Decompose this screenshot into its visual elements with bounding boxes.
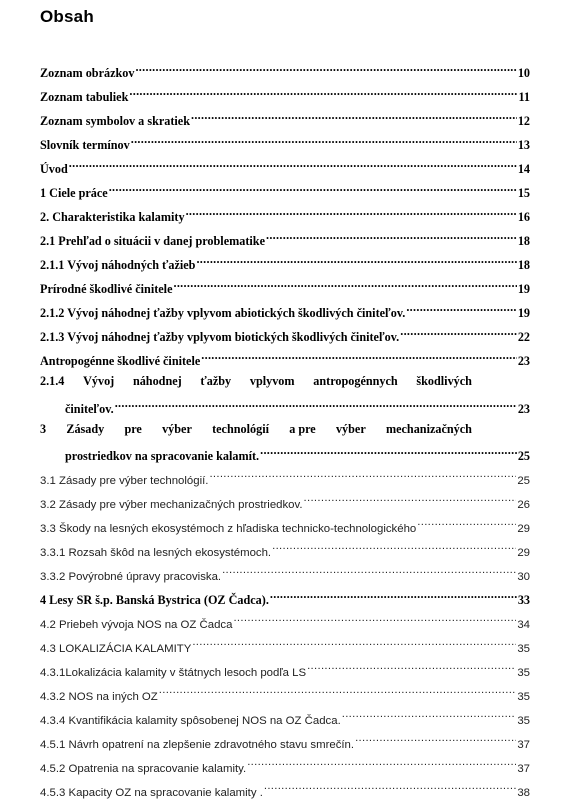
toc-entry-page: 37 xyxy=(517,739,530,751)
toc-entry[interactable] xyxy=(40,756,530,775)
toc-entry-page: 29 xyxy=(517,523,530,535)
toc-entry-title: 3.1 Zásady pre výber technológií. xyxy=(40,475,209,487)
toc-word: vplyvom xyxy=(249,374,295,388)
toc-entry-page: 33 xyxy=(517,593,530,607)
toc-entry-page: 35 xyxy=(517,691,530,703)
toc-entry-title: Prírodné škodlivé činitele xyxy=(40,282,173,296)
dot-leader xyxy=(222,564,516,580)
dot-leader xyxy=(159,684,517,700)
dot-leader xyxy=(272,540,516,556)
dot-leader xyxy=(186,205,517,221)
toc-entry-title: 3.3.1 Rozsah škôd na lesných ekosystémoch. xyxy=(40,547,272,559)
dot-leader xyxy=(201,349,517,365)
toc-entry-wrapped-line[interactable] xyxy=(40,373,472,389)
toc-word: výber xyxy=(335,422,366,436)
toc-entry-page: 38 xyxy=(517,787,530,799)
toc-entry[interactable] xyxy=(40,157,530,176)
toc-entry-page: 26 xyxy=(517,499,530,511)
toc-entry-page: 10 xyxy=(517,66,530,80)
toc-entry-title: 4.3.4 Kvantifikácia kalamity spôsobenej NOS na OZ Čadca. xyxy=(40,715,341,727)
toc-entry[interactable] xyxy=(40,492,530,511)
toc-entry[interactable] xyxy=(40,253,530,272)
toc-entry[interactable] xyxy=(40,349,530,368)
dot-leader xyxy=(69,157,517,173)
toc-word: antropogénnych xyxy=(313,374,398,388)
toc-entry-page: 35 xyxy=(517,715,530,727)
toc-entry-title: činiteľov. xyxy=(65,402,114,416)
toc-entry-title: 2.1.2 Vývoj náhodnej ťažby vplyvom abiotických škodlivých činiteľov. xyxy=(40,306,406,320)
toc-entry-page: 29 xyxy=(517,547,530,559)
toc-entry[interactable] xyxy=(65,397,530,416)
toc-entry-page: 15 xyxy=(517,186,530,200)
toc-word: 2.1.4 xyxy=(40,374,65,388)
toc-entry-title: 4.5.1 Návrh opatrení na zlepšenie zdravotného stavu smrečín. xyxy=(40,739,355,751)
toc-entry-title: 4.3.2 NOS na iných OZ xyxy=(40,691,158,703)
page-title: Obsah xyxy=(40,7,94,26)
toc-entry-title: 4.5.2 Opatrenia na spracovanie kalamity. xyxy=(40,763,247,775)
dot-leader xyxy=(247,756,516,772)
toc-entry[interactable] xyxy=(40,708,530,727)
toc-entry-title: 4.3 LOKALIZÁCIA KALAMITY xyxy=(40,643,192,655)
toc-entry[interactable] xyxy=(40,732,530,751)
dot-leader xyxy=(264,780,516,796)
dot-leader xyxy=(266,229,517,245)
dot-leader xyxy=(304,492,517,508)
toc-entry-page: 35 xyxy=(517,667,530,679)
dot-leader xyxy=(191,109,517,125)
toc-entry-page: 19 xyxy=(517,306,530,320)
dot-leader xyxy=(270,588,517,604)
toc-entry-page: 34 xyxy=(517,619,530,631)
toc-entry[interactable] xyxy=(40,660,530,679)
toc-entry[interactable] xyxy=(40,133,530,152)
toc-entry-title: 2. Charakteristika kalamity xyxy=(40,210,185,224)
toc-entry[interactable] xyxy=(65,444,530,463)
toc-entry-page: 23 xyxy=(517,354,530,368)
toc-entry[interactable] xyxy=(40,588,530,607)
toc-word: a pre xyxy=(289,422,316,436)
toc-entry-title: prostriedkov na spracovanie kalamít. xyxy=(65,449,260,463)
toc-entry[interactable] xyxy=(40,684,530,703)
toc-entry-title: Úvod xyxy=(40,162,68,176)
dot-leader xyxy=(109,181,517,197)
toc-word: pre xyxy=(124,422,142,436)
toc-entry-page: 37 xyxy=(517,763,530,775)
toc-entry-wrapped-line[interactable] xyxy=(40,421,472,437)
dot-leader xyxy=(233,612,516,628)
dot-leader xyxy=(129,85,517,101)
dot-leader xyxy=(307,660,516,676)
toc-entry-page: 19 xyxy=(517,282,530,296)
dot-leader xyxy=(400,325,517,341)
toc-entry-title: 2.1.3 Vývoj náhodnej ťažby vplyvom biotických škodlivých činiteľov. xyxy=(40,330,400,344)
toc-word: 3 xyxy=(40,422,47,436)
dot-leader xyxy=(131,133,517,149)
toc-entry-title: 3.3 Škody na lesných ekosystémoch z hľadiska technicko-technologického xyxy=(40,523,417,535)
toc-word: Zásady xyxy=(66,422,105,436)
toc-entry[interactable] xyxy=(40,636,530,655)
toc-entry-title: 3.2 Zásady pre výber mechanizačných prostriedkov. xyxy=(40,499,303,511)
toc-word: technológií xyxy=(212,422,269,436)
toc-entry-page: 14 xyxy=(517,162,530,176)
toc-entry[interactable] xyxy=(40,301,530,320)
dot-leader xyxy=(196,253,516,269)
toc-entry-title: 4.5.3 Kapacity OZ na spracovanie kalamity . xyxy=(40,787,263,799)
dot-leader xyxy=(406,301,516,317)
toc-word: Vývoj xyxy=(83,374,115,388)
toc-entry[interactable] xyxy=(40,540,530,559)
toc-entry-title: Zoznam obrázkov xyxy=(40,66,135,80)
dot-leader xyxy=(209,468,516,484)
toc-entry[interactable] xyxy=(40,109,530,128)
toc-word: výber xyxy=(162,422,192,436)
toc-entry[interactable] xyxy=(40,61,530,80)
toc-word: náhodnej xyxy=(132,374,182,388)
toc-entry-title: 2.1.1 Vývoj náhodných ťažieb xyxy=(40,258,196,272)
toc-entry[interactable] xyxy=(40,85,530,104)
dot-leader xyxy=(260,444,517,460)
toc-entry-page: 16 xyxy=(517,210,530,224)
toc-entry-page: 22 xyxy=(517,330,530,344)
toc-entry-page: 12 xyxy=(517,114,530,128)
toc-entry[interactable] xyxy=(40,468,530,487)
toc-entry[interactable] xyxy=(40,205,530,224)
toc-entry-page: 18 xyxy=(517,234,530,248)
toc-entry[interactable] xyxy=(40,564,530,583)
dot-leader xyxy=(342,708,517,724)
toc-entry-title: 2.1 Prehľad o situácii v danej problematike xyxy=(40,234,265,248)
toc-entry-page: 11 xyxy=(518,90,530,104)
dot-leader xyxy=(417,516,516,532)
toc-entry[interactable] xyxy=(40,516,530,535)
toc-entry-page: 35 xyxy=(517,643,530,655)
toc-entry-title: Zoznam tabuliek xyxy=(40,90,129,104)
dot-leader xyxy=(135,61,516,77)
toc-entry[interactable] xyxy=(40,277,530,296)
toc-entry-page: 23 xyxy=(517,402,530,416)
toc-entry-title: Zoznam symbolov a skratiek xyxy=(40,114,190,128)
toc-word: ťažby xyxy=(200,374,232,388)
toc-entry-page: 18 xyxy=(517,258,530,272)
toc-entry-title: 4 Lesy SR š.p. Banská Bystrica (OZ Čadca). xyxy=(40,593,269,607)
toc-entry[interactable] xyxy=(40,229,530,248)
toc-entry-title: 1 Ciele práce xyxy=(40,186,108,200)
toc-entry-page: 25 xyxy=(517,475,530,487)
toc-word: škodlivých xyxy=(416,374,472,388)
toc-entry-title: 4.2 Priebeh vývoja NOS na OZ Čadca xyxy=(40,619,233,631)
toc-entry-title: Antropogénne škodlivé činitele xyxy=(40,354,201,368)
dot-leader xyxy=(173,277,516,293)
toc-entry[interactable] xyxy=(40,325,530,344)
dot-leader xyxy=(192,636,516,652)
toc-word: mechanizačných xyxy=(385,422,472,436)
toc-entry[interactable] xyxy=(40,612,530,631)
toc-entry-page: 25 xyxy=(517,449,530,463)
toc-entry[interactable] xyxy=(40,181,530,200)
toc-entry-page: 30 xyxy=(517,571,530,583)
dot-leader xyxy=(115,397,517,413)
dot-leader xyxy=(355,732,516,748)
toc-entry[interactable] xyxy=(40,780,530,799)
toc-entry-title: 4.3.1Lokalizácia kalamity v štátnych lesoch podľa LS xyxy=(40,667,307,679)
toc-entry-title: Slovník termínov xyxy=(40,138,130,152)
toc-entry-title: 3.3.2 Povýrobné úpravy pracoviska. xyxy=(40,571,222,583)
toc-entry-page: 13 xyxy=(517,138,530,152)
